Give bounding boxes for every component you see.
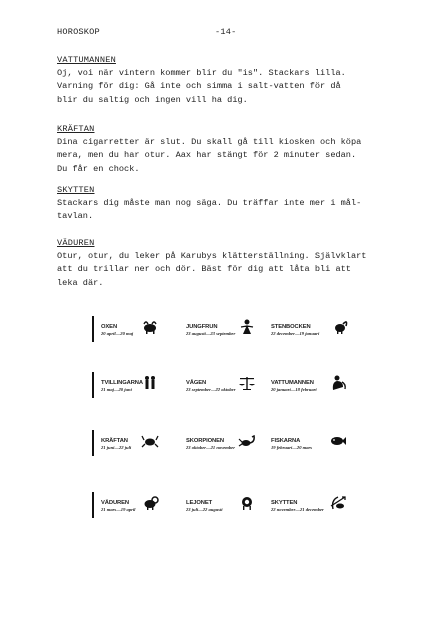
section-text-line: Otur, otur, du leker på Karubys klätterställning. Självklart [57,251,367,262]
section-text-line: blir du saltig och ingen vill ha dig. [57,94,248,105]
archer-icon [329,494,347,510]
twins-icon [141,374,159,390]
virgin-icon [238,318,256,334]
section-text-line: Varning för dig: Gå inte och simma i salt-vatten för då [57,81,341,92]
horoscope-section [57,123,387,176]
zodiac-sign [101,374,183,402]
zodiac-name: KRÄFTAN [101,438,128,444]
row-rule [92,372,94,398]
zodiac-sign [186,494,268,522]
crab-icon [141,432,159,448]
section-text-line: Du får en chock. [57,163,140,174]
zodiac-name: SKORPIONEN [186,438,224,444]
zodiac-dates: 20 april—20 maj [101,331,134,336]
zodiac-name: TVILLINGARNA [101,380,143,386]
zodiac-row [86,310,348,346]
section-title: KRÄFTAN [57,124,95,134]
zodiac-dates: 23 augusti—23 september [186,331,236,336]
zodiac-sign [271,494,353,522]
zodiac-sign [101,494,183,522]
zodiac-dates: 23 juli—22 augusti [186,507,223,512]
zodiac-dates: 21 maj—20 juni [101,387,132,392]
zodiac-sign [271,374,353,402]
zodiac-name: SKYTTEN [271,500,298,506]
horoscope-section [57,237,387,290]
horoscope-section [57,54,387,107]
row-rule [92,430,94,456]
section-text-line: Dina cigarretter är slut. Du skall gå till kiosken och köpa [57,137,362,148]
water-bearer-icon [329,374,347,390]
section-text-line: Oj, voi när vintern kommer blir du "is". Stackars lilla. [57,68,346,79]
zodiac-sign [186,318,268,346]
row-rule [92,316,94,342]
zodiac-sign [101,432,183,460]
section-text-line: tavlan. [57,211,94,222]
ram-icon [141,494,159,510]
zodiac-dates: 21 mars—19 april [101,507,136,512]
fish-icon [329,432,347,448]
zodiac-dates: 19 februari—20 mars [271,445,313,450]
zodiac-dates: 23 oktober—21 november [186,445,235,450]
scales-icon [238,374,256,390]
zodiac-dates: 22 november—21 december [271,507,324,512]
zodiac-row [86,486,348,522]
zodiac-sign [271,318,353,346]
zodiac-name: JUNGFRUN [186,324,218,330]
section-text-line: leka där. [57,277,104,288]
section-text-line: att du trillar ner och dör. Bäst för dig att låta bli att [57,264,351,275]
zodiac-name: STENBOCKEN [271,324,311,330]
zodiac-row [86,424,348,460]
page-header-title: HOROSKOP [57,27,100,37]
zodiac-sign [271,432,353,460]
section-title: VÄDUREN [57,238,95,248]
zodiac-name: OXEN [101,324,118,330]
zodiac-name: FISKARNA [271,438,301,444]
zodiac-dates: 20 januari—18 februari [271,387,317,392]
horoscope-section [57,184,387,224]
zodiac-dates: 23 september—22 oktober [186,387,236,392]
zodiac-row [86,366,348,402]
scorpion-icon [238,432,256,448]
lion-icon [238,494,256,510]
section-text-line: mera, men du har otur. Aax har stängt för 2 minuter sedan. [57,150,357,161]
zodiac-name: VATTUMANNEN [271,380,314,386]
zodiac-sign [186,374,268,402]
page-number: -14- [215,27,237,37]
zodiac-dates: 22 december—19 januari [271,331,320,336]
row-rule [92,492,94,518]
zodiac-sign [186,432,268,460]
zodiac-name: VÄDUREN [101,500,129,506]
zodiac-name: LEJONET [186,500,213,506]
zodiac-name: VÅGEN [186,380,207,386]
bull-icon [141,318,159,334]
goat-icon [331,318,349,334]
zodiac-dates: 21 juni—22 juli [101,445,132,450]
section-title: VATTUMANNEN [57,55,116,65]
section-text-line: Stackars dig måste man nog säga. Du träffar inte mer i mål- [57,198,362,209]
section-title: SKYTTEN [57,185,95,195]
zodiac-sign [101,318,183,346]
